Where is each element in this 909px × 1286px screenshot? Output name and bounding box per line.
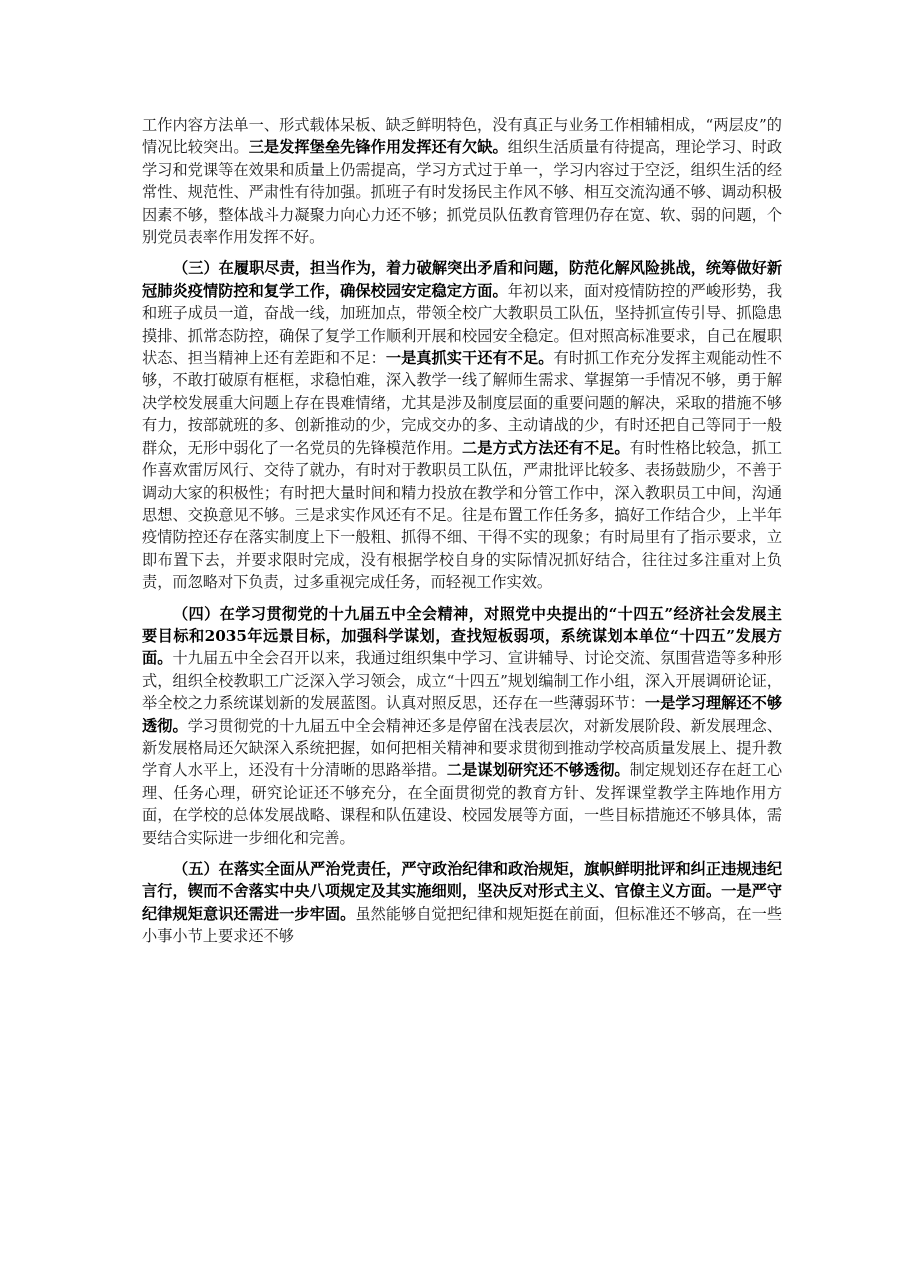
section-4-text: 十九届五中全会召开以来，我通过组织集中学习、宣讲辅导、讨论交流、氛围营造等多种形式，组织全校教职工广泛深入学习领会，成立“十四五”规划编制工作小组，深入开展调研论证，举全校之力系统谋划新的发展蓝图。认真对照反思，还存在一些薄弱环节：	[142, 649, 783, 713]
section-5-text: 虽然能够自觉把纪律和规矩挺在前面，但标准还不够高，在一些小事小节上要求还不够	[142, 904, 783, 946]
paragraph-1-heading-3: 三是发挥堡垒先锋作用发挥还有欠缺。	[248, 138, 508, 157]
section-4-title: （四）在学习贯彻党的十九届五中全会精神，对照党中央提出的“十四五”经济社会发展主要目标和2035年远景目标，加强科学谋划，查找短板弱项，系统谋划本单位“十四五”发展方面。	[142, 604, 782, 668]
paragraph-2-section-3	[142, 257, 782, 593]
paragraph-4-section-5	[142, 858, 782, 948]
paragraph-1	[142, 114, 782, 248]
paragraph-3-section-4	[142, 603, 782, 849]
section-4-point-1: 一是学习理解还不够透彻。	[142, 694, 783, 735]
section-3-point-1: 一是真抓实干还有不足。	[385, 349, 554, 368]
section-3-point-2: 二是方式方法还有不足。	[462, 438, 630, 457]
section-3-title: （三）在履职尽责，担当作为，着力破解突出矛盾和问题，防范化解风险挑战，统筹做好新冠肺炎疫情防控和复学工作，确保校园安定稳定方面。	[142, 259, 782, 300]
section-4-text: 学习贯彻党的十九届五中全会精神还多是停留在浅表层次，对新发展阶段、新发展理念、新发展格局还欠缺深入系统把握，如何把相关精神和要求贯彻到推动学校高质量发展上、提升教学育人水平上，还没有十分清晰的思路举措。	[142, 716, 783, 780]
section-3-text: 有时抓工作充分发挥主观能动性不够，不敢打破原有框框，求稳怕难，深入教学一线了解师生需求、掌握第一手情况不够，勇于解决学校发展重大问题上存在畏难情绪，尤其是涉及制度层面的重要问题的解决，采取的措施不够有力，按部就班的多、创新推动的少，完成交办的多、主动请战的少，有时还把自己等同于一般群众，无形中弱化了一名党员的先锋模范作用。	[142, 349, 783, 457]
section-4-point-2: 二是谋划研究还不够透彻。	[446, 761, 630, 780]
section-4-text: 制定规划还存在赶工心理、任务心理，研究论证还不够充分，在全面贯彻党的教育方针、发挥课堂教学主阵地作用方面，在学校的总体发展战略、课程和队伍建设、校园发展等方面，一些目标措施还不够具体，需要结合实际进一步细化和完善。	[142, 761, 783, 847]
section-5-title: （五）在落实全面从严治党责任，严守政治纪律和政治规矩，旗帜鲜明批评和纠正违规违纪言行，锲而不舍落实中央八项规定及其实施细则，坚决反对形式主义、官僚主义方面。一是严守纪律规矩意识还需进一步牢固。	[142, 860, 782, 923]
paragraph-1-text: 工作内容方法单一、形式载体呆板、缺乏鲜明特色，没有真正与业务工作相辅相成，“两层皮”的情况比较突出。	[142, 116, 782, 157]
paragraph-1-text: 组织生活质量有待提高，理论学习、时政学习和党课等在效果和质量上仍需提高，学习方式过于单一，学习内容过于空泛，组织生活的经常性、规范性、严肃性有待加强。抓班子有时发扬民主作风不够、相互交流沟通不够、调动积极因素不够，整体战斗力凝聚力向心力还不够；抓党员队伍教育管理仍存在宽、软、弱的问题，个别党员表率作用发挥不好。	[142, 138, 783, 247]
section-3-text: 有时性格比较急，抓工作喜欢雷厉风行、交待了就办，有时对于教职员工队伍，严肃批评比较多、表扬鼓励少，不善于调动大家的积极性；有时把大量时间和精力投放在教学和分管工作中，深入教职员工中间，沟通思想、交换意见不够。三是求实作风还有不足。往是布置工作任务多，搞好工作结合少，上半年疫情防控还存在落实制度上下一般粗、抓得不细、干得不实的现象；有时局里有了指示要求，立即布置下去，并要求限时完成，没有根据学校自身的实际情况抓好结合，往往过多注重对上负责，而忽略对下负责，过多重视完成任务，而轻视工作实效。	[142, 438, 783, 592]
document-page	[142, 114, 782, 957]
section-3-text: 年初以来，面对疫情防控的严峻形势，我和班子成员一道，奋战一线，加班加点，带领全校广大教职员工队伍，坚持抓宣传引导、抓隐患摸排、抓常态防控，确保了复学工作顺利开展和校园安全稳定。但对照高标准要求，自己在履职状态、担当精神上还有差距和不足：	[142, 281, 783, 368]
